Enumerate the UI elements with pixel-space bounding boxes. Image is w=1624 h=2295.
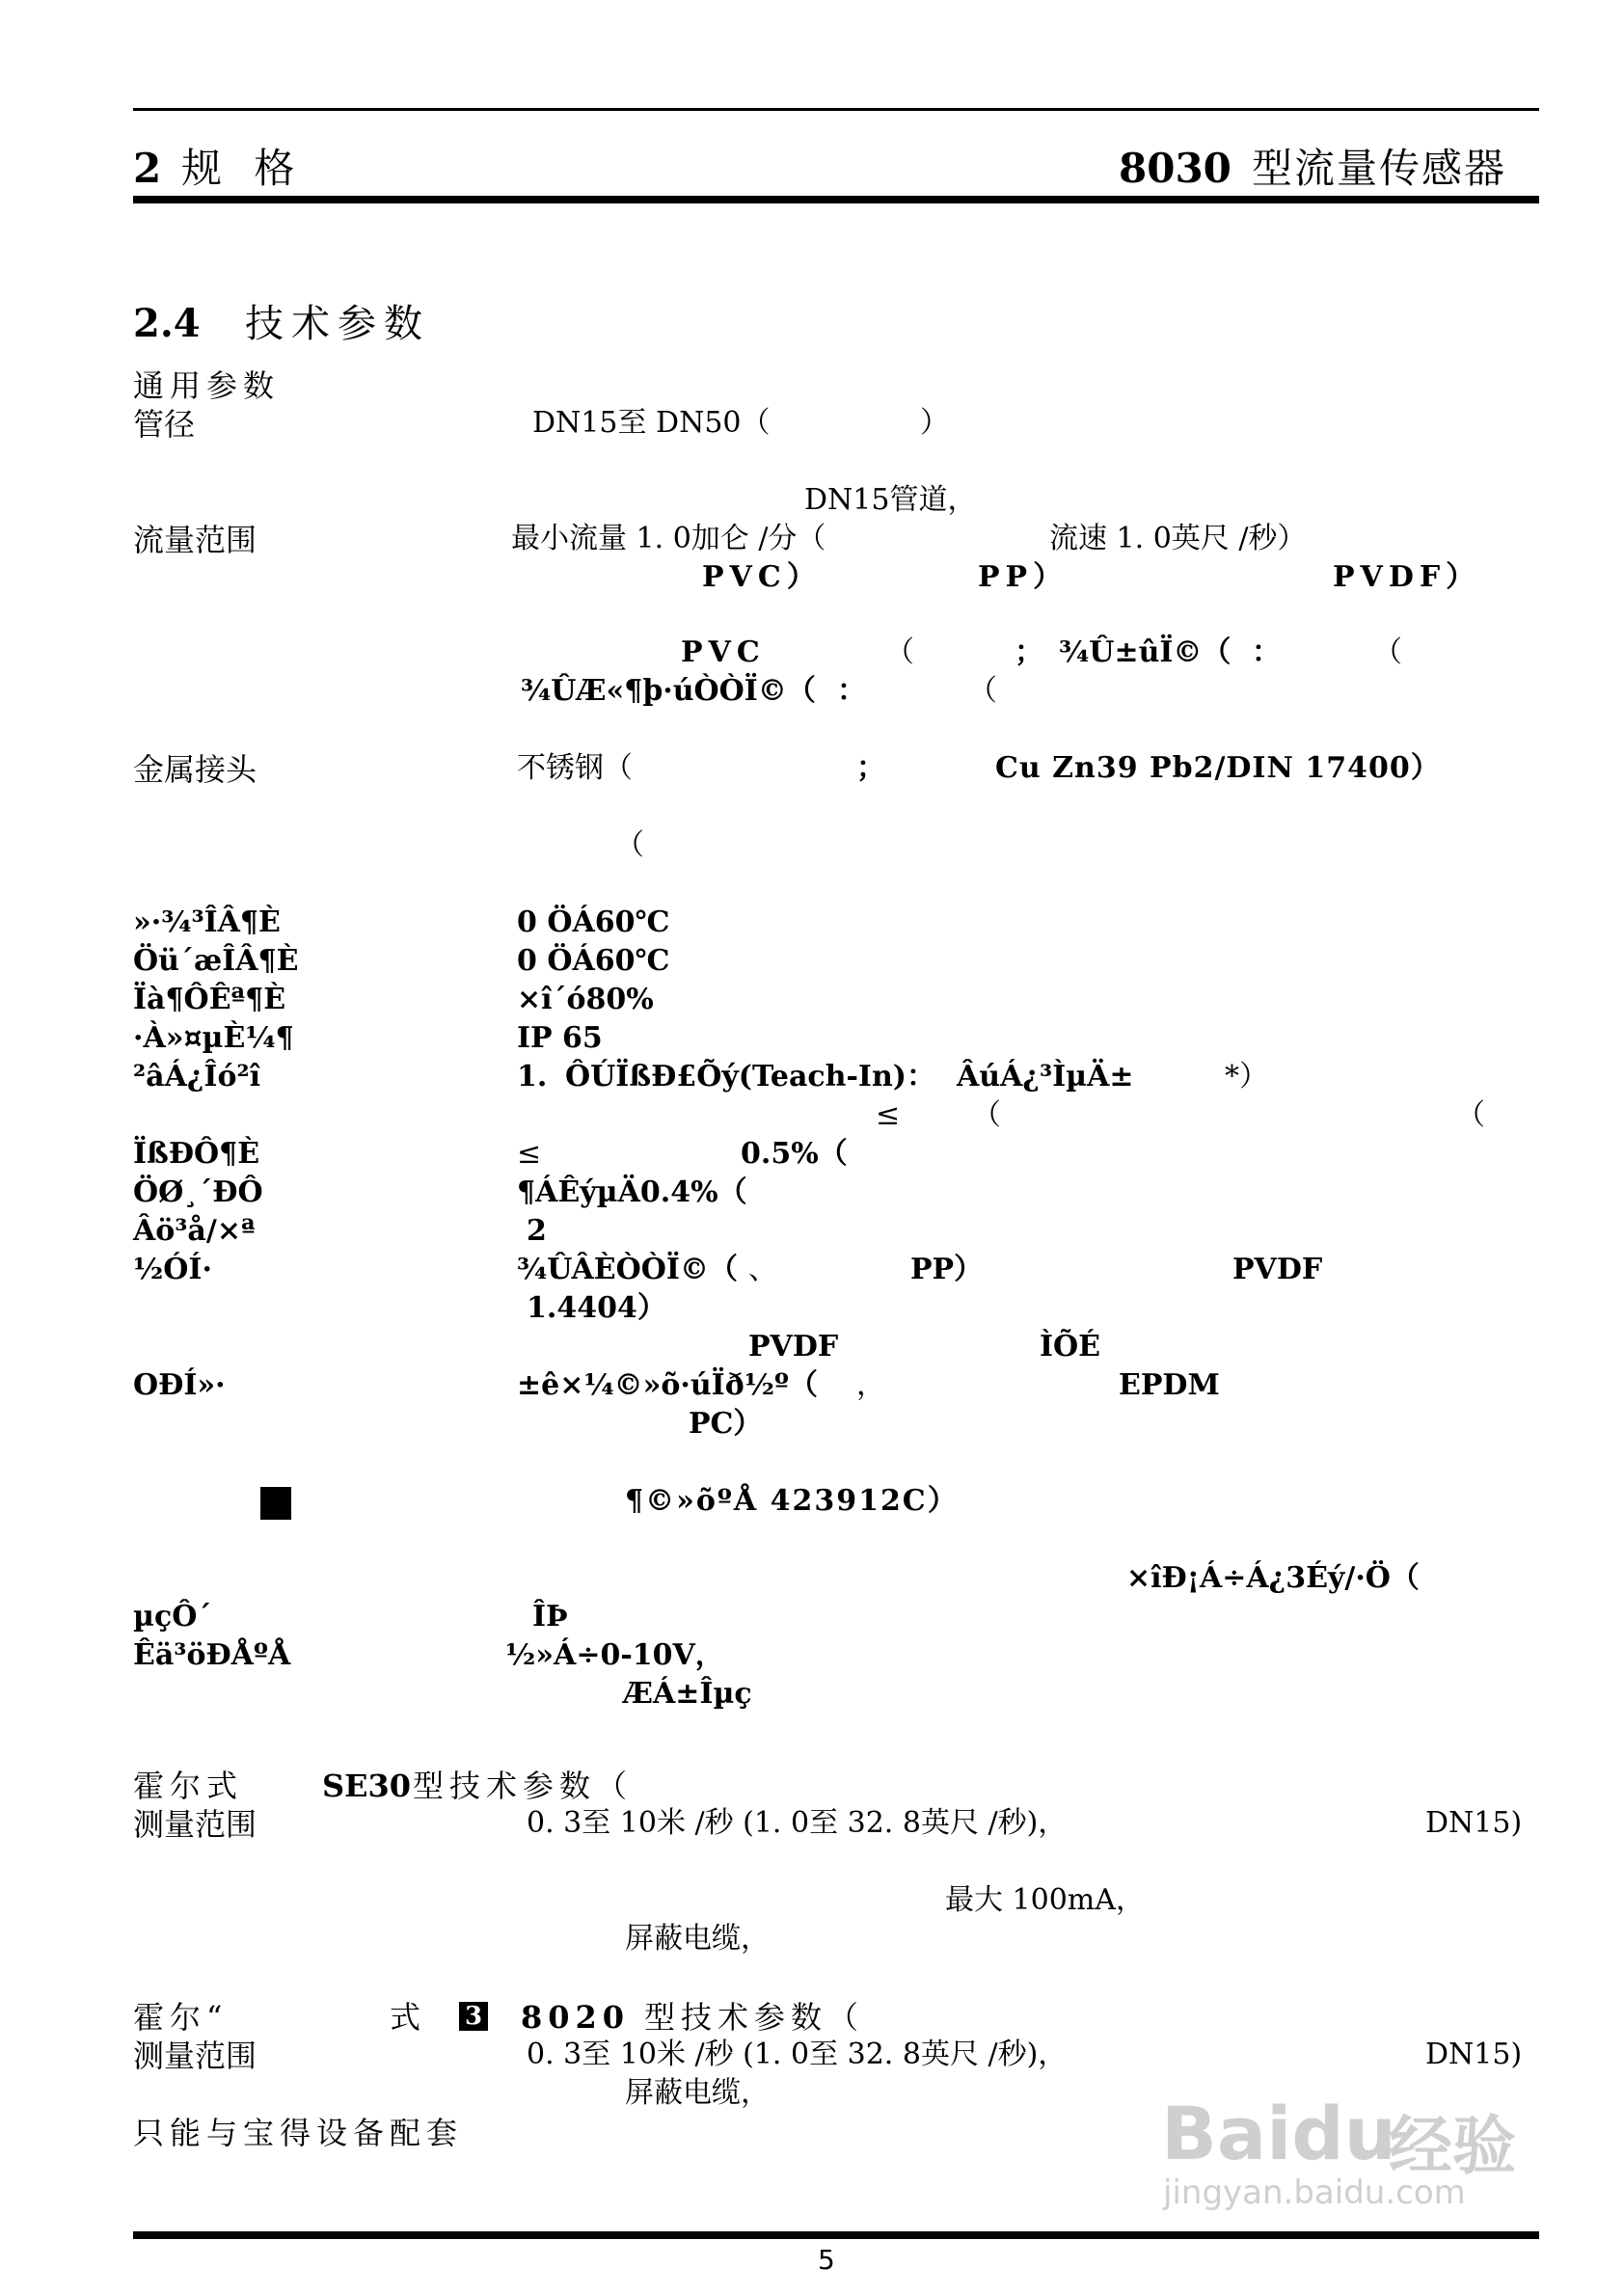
value-shielded: ÆÁ±Îµç [623,1677,752,1711]
value-pc: PC） [689,1407,763,1441]
leq-1: ≤ [876,1098,901,1132]
subsection-title: 技术参数 [245,302,430,346]
paren-1: （ [885,635,914,669]
watermark-url: jingyan.baidu.com [1163,2174,1466,2212]
value-se30: SE30 [322,1768,412,1804]
value-oring-comma: ， [856,1368,885,1402]
label-hall-8020-type: 式 [390,1999,421,2036]
value-pipe-size-close: ） [920,406,949,440]
paren-2: （ [1373,635,1402,669]
label-accuracy: ²âÁ¿Îó²î [133,1060,261,1094]
value-flow-speed: 流速 1. 0英尺 /秒） [1049,522,1307,555]
paren-4: （ [615,828,644,862]
value-connector-pvdf: PVDF [1232,1253,1323,1286]
colon-2: ： [837,674,866,708]
colon-1: ： [1252,635,1281,669]
square-bullet [260,1487,291,1520]
footer-rule [133,2231,1539,2239]
material-pvc-close: PVC） [702,560,822,594]
value-steel-grade: 1.4404） [527,1291,666,1325]
value-shielded-1: 屏蔽电缆， [625,1922,770,1956]
header-rule [133,196,1539,203]
value-pvdf-2: PVDF [748,1330,839,1364]
value-footnote: *） [1225,1060,1268,1094]
value-protection: IP 65 [517,1021,603,1055]
value-power: ÎÞ [532,1600,568,1634]
value-storage-temp: 0 ÖÁ60℃ [517,944,670,978]
label-storage-temp: Öü´æÎÂ¶È [133,944,299,978]
paren-6: （ [1456,1098,1485,1132]
value-min-flow-3: ×îÐ¡Á÷Á¿3Éý/·Ö（ [1126,1561,1420,1595]
label-flow-range: 流量范围 [133,522,257,558]
value-pulse: 2 [527,1214,547,1248]
label-pipe-size: 管径 [133,406,196,443]
subsection-num: 2.4 [133,301,201,346]
label-se30-params: 型技术参数（ [413,1768,634,1804]
header-model-num: 8030 [1119,145,1232,192]
label-power: µçÔ´ [133,1600,212,1634]
value-linearity: 0.5%（ [741,1137,848,1171]
value-connector: ¾ÛÂÈÒÒÏ©（ [517,1253,738,1286]
value-order-no: ¶©»õºÅ 423912C） [625,1484,959,1518]
label-protection: ·À»¤µÈ¼¶ [133,1021,294,1055]
label-repeatability: ÖØ¸´ÐÔ [133,1175,263,1209]
value-measure-range-2: 0. 3至 10米 /秒 (1. 0至 32. 8英尺 /秒)， [527,2038,1068,2071]
material-pp-close: PP） [978,560,1069,594]
header-section-num: 2 [133,145,162,192]
value-dn15-2: DN15) [1425,2038,1523,2071]
paren-5: （ [972,1098,1001,1132]
value-pipe-size: DN15至 DN50（ [532,406,771,440]
value-stainless: 不锈钢（ [517,751,633,785]
label-ambient-temp: »·¾³ÎÂ¶È [133,905,281,939]
value-connector-sep: 、 [748,1253,777,1286]
value-full-scale: ÂúÁ¿³ÌµÄ± [957,1060,1134,1094]
label-metal-fitting: 金属接头 [133,751,257,788]
value-repeatability: ¶ÁÊýµÄ0.4%（ [517,1175,747,1209]
garbled-pvdf: ¾ÛÆ«¶þ·úÒÒÏ©（ [521,674,816,708]
badge-3: 3 [459,2002,488,2031]
value-humidity: ×î´ó80% [517,983,654,1016]
label-humidity: Ïà¶ÔÊª¶È [133,983,286,1016]
value-ceramic: ÌÕÉ [1040,1330,1101,1364]
semicolon-1: ； [1015,635,1043,669]
watermark-brand: Baidu [1161,2091,1396,2176]
label-measure-range-1: 测量范围 [133,1806,257,1843]
value-8020: 8020 [521,1999,631,2036]
value-measure-range-1: 0. 3至 10米 /秒 (1. 0至 32. 8英尺 /秒)， [527,1806,1068,1840]
leq-2: ≤ [517,1137,542,1171]
value-oring: ±ê×¼©»õ·úÏð½º（ [517,1368,818,1402]
header-model-title: 型流量传感器 [1252,145,1507,192]
label-measure-range-2: 测量范围 [133,2038,257,2074]
value-dn15-1: DN15) [1425,1806,1523,1840]
garbled-pp: ¾Û±ûÏ©（ [1059,635,1232,669]
paren-3: （ [968,674,997,708]
value-max-current: 最大 100mA， [945,1883,1145,1917]
label-hall-8020: 霍尔“ [133,1999,229,2036]
value-output-signal: ½»Á÷0-10V， [505,1638,724,1672]
note-compatible: 只能与宝得设备配套 [133,2115,464,2151]
label-connector: ½ÓÍ· [133,1253,212,1286]
label-oring: OÐÍ»· [133,1368,226,1402]
value-epdm: EPDM [1119,1368,1220,1402]
general-heading: 通用参数 [133,367,281,404]
label-hall-se30: 霍尔式 [133,1768,244,1804]
semicolon-2: ； [856,751,885,785]
header-section-title: 规 格 [181,145,305,192]
page-number: 5 [818,2244,835,2276]
value-flow-min: 最小流量 1. 0加仑 /分（ [511,522,826,555]
material-pvc: PVC [681,635,766,669]
value-shielded-2: 屏蔽电缆， [625,2076,770,2110]
label-8020-params: 型技术参数（ [644,1999,865,2036]
watermark-sub: 经验 [1389,2109,1516,2183]
value-ambient-temp: 0 ÖÁ60℃ [517,905,670,939]
flow-dn15-note: DN15管道， [804,483,977,517]
value-connector-pp: PP） [910,1253,984,1286]
value-accuracy-num: 1. [517,1060,548,1094]
label-linearity: ÏßÐÔ¶È [133,1137,260,1171]
material-pvdf-close: PVDF） [1333,560,1481,594]
label-pulse: Âö³å/×ª [133,1214,256,1248]
label-output-signal: Êä³öÐÅºÅ [133,1638,291,1672]
value-brass-spec: Cu Zn39 Pb2/DIN 17400） [995,751,1441,785]
value-teach-in: ÔÚÏßÐ£Õý(Teach-In)： [565,1060,935,1094]
top-rule [133,108,1539,111]
